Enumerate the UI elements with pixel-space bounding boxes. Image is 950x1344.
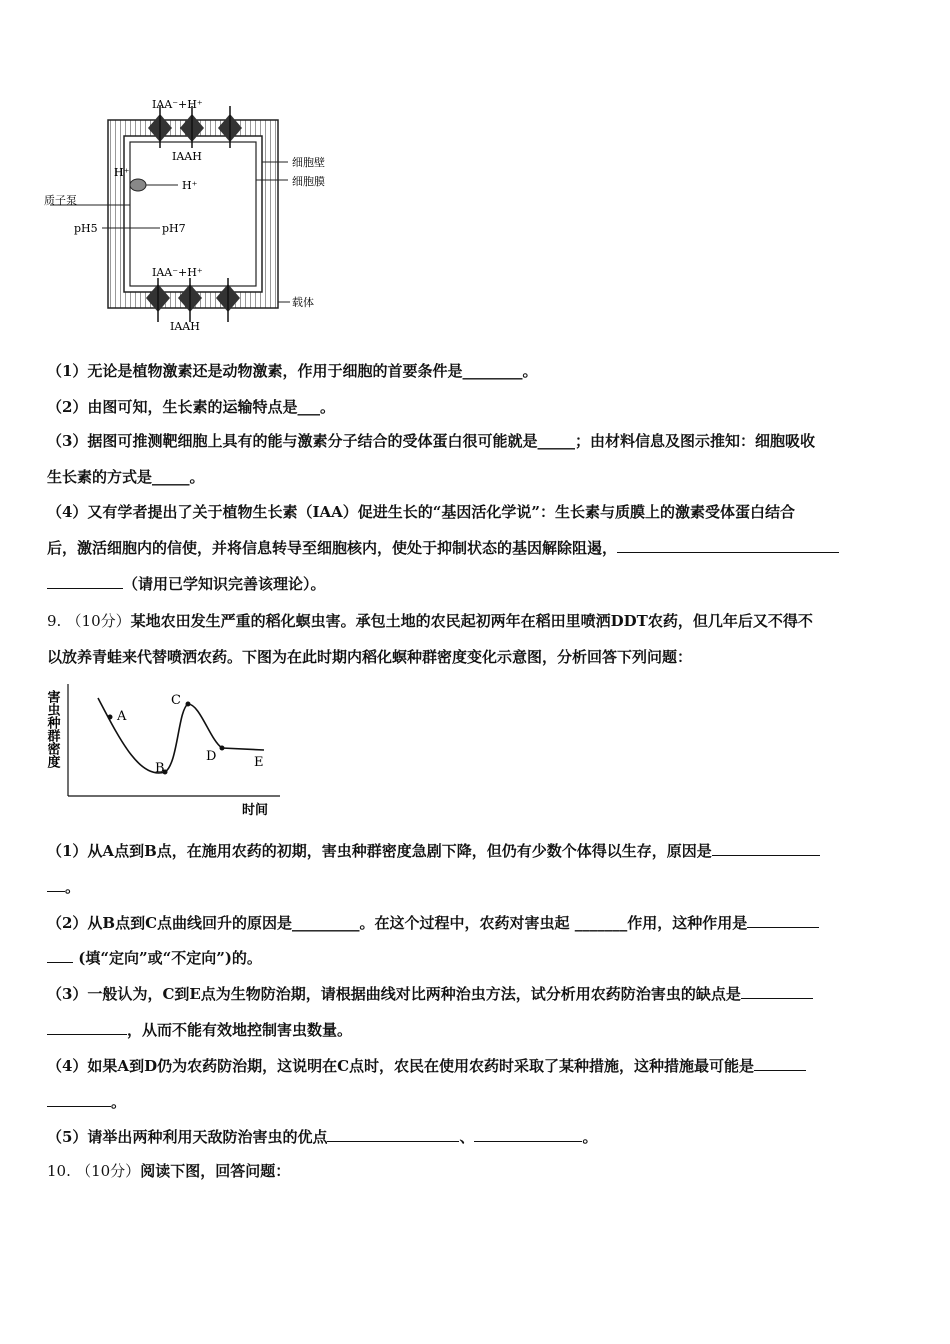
point-label-e: E [254,755,264,770]
q9-part3-line1: （3）一般认为，C到E点为生物防治期，请根据曲线对比两种治虫方法，试分析用农药防治害虫的缺点是 [47,983,813,1004]
q9-part4-line2: 。 [47,1091,126,1112]
bottom-outer-label: IAAH [170,320,200,332]
cell-membrane-label: 细胞膜 [292,175,325,188]
q8-part2: （2）由图可知，生长素的运输特点是___。 [47,398,335,416]
iaa-transport-diagram [40,92,360,332]
proton-pump-icon [130,179,146,191]
h-plus-left: H⁺ [114,166,130,179]
graph-xlabel: 时间 [242,803,269,818]
proton-pump-label: 质子泵 [44,194,77,207]
q8-part4-line1: （4）又有学者提出了关于植物生长素（IAA）促进生长的“基因活化学说”：生长素与质膜上的激素受体蛋白结合 [47,503,795,521]
pest-density-graph [40,680,290,820]
q8-part4-line2: 后，激活细胞内的信使，并将信息转导至细胞核内，使处于抑制状态的基因解除阻遏， [47,537,839,558]
q9-part3-line2: ，从而不能有效地控制害虫数量。 [47,1019,352,1040]
q9-intro-line2: 以放养青蛙来代替喷洒农药。下图为在此时期内稻化螟种群密度变化示意图，分析回答下列问题： [47,648,693,666]
q9-part1-line1: （1）从A点到B点，在施用农药的初期，害虫种群密度急剧下降，但仍有少数个体得以生存，原因是 [47,840,820,861]
carrier-label: 载体 [292,296,314,309]
bottom-label: IAA⁻+H⁺ [152,266,203,279]
q9-part2-line2: (填“定向”或“不定向”)的。 [47,947,262,968]
top-inner-label: IAAH [172,150,202,163]
q8-part4-line3: （请用已学知识完善该理论）。 [47,573,326,594]
q9-part2-line1: （2）从B点到C点曲线回升的原因是_________。在这个过程中，农药对害虫起 _______作用，这种作用是 [47,912,819,933]
q9-part5: （5）请举出两种利用天敌防治害虫的优点 、 。 [47,1128,598,1146]
q9-intro-line1: 9. （10分）某地农田发生严重的稻化螟虫害。承包土地的农民起初两年在稻田里喷洒DDT农药，但几年后又不得不 [47,612,813,630]
point-label-a: A [117,709,127,724]
q9-part4-line1: （4）如果A到D仍为农药防治期，这说明在C点时，农民在使用农药时采取了某种措施，这种措施最可能是 [47,1055,806,1076]
q8-part3-line1: （3）据图可推测靶细胞上具有的能与激素分子结合的受体蛋白很可能就是_____；由材料信息及图示推知：细胞吸收 [47,432,815,450]
point-label-d: D [206,749,217,764]
h-plus-right: H⁺ [182,179,198,192]
cell-membrane [130,142,256,286]
graph-ylabel: 害虫种群密度 [44,690,60,768]
ph-left: pH5 [74,222,98,235]
q9-part1-line2: 。 [47,876,80,897]
ph-right: pH7 [162,222,186,235]
top-label: IAA⁻+H⁺ [152,98,203,111]
cell-wall-label: 细胞壁 [292,156,325,169]
q10-intro: 10. （10分）阅读下图，回答问题： [47,1162,291,1180]
point-label-c: C [171,693,181,708]
point-label-b: B [155,761,165,776]
q8-part3-line2: 生长素的方式是_____。 [47,468,205,486]
q8-part1: （1）无论是植物激素还是动物激素，作用于细胞的首要条件是________。 [47,362,538,380]
